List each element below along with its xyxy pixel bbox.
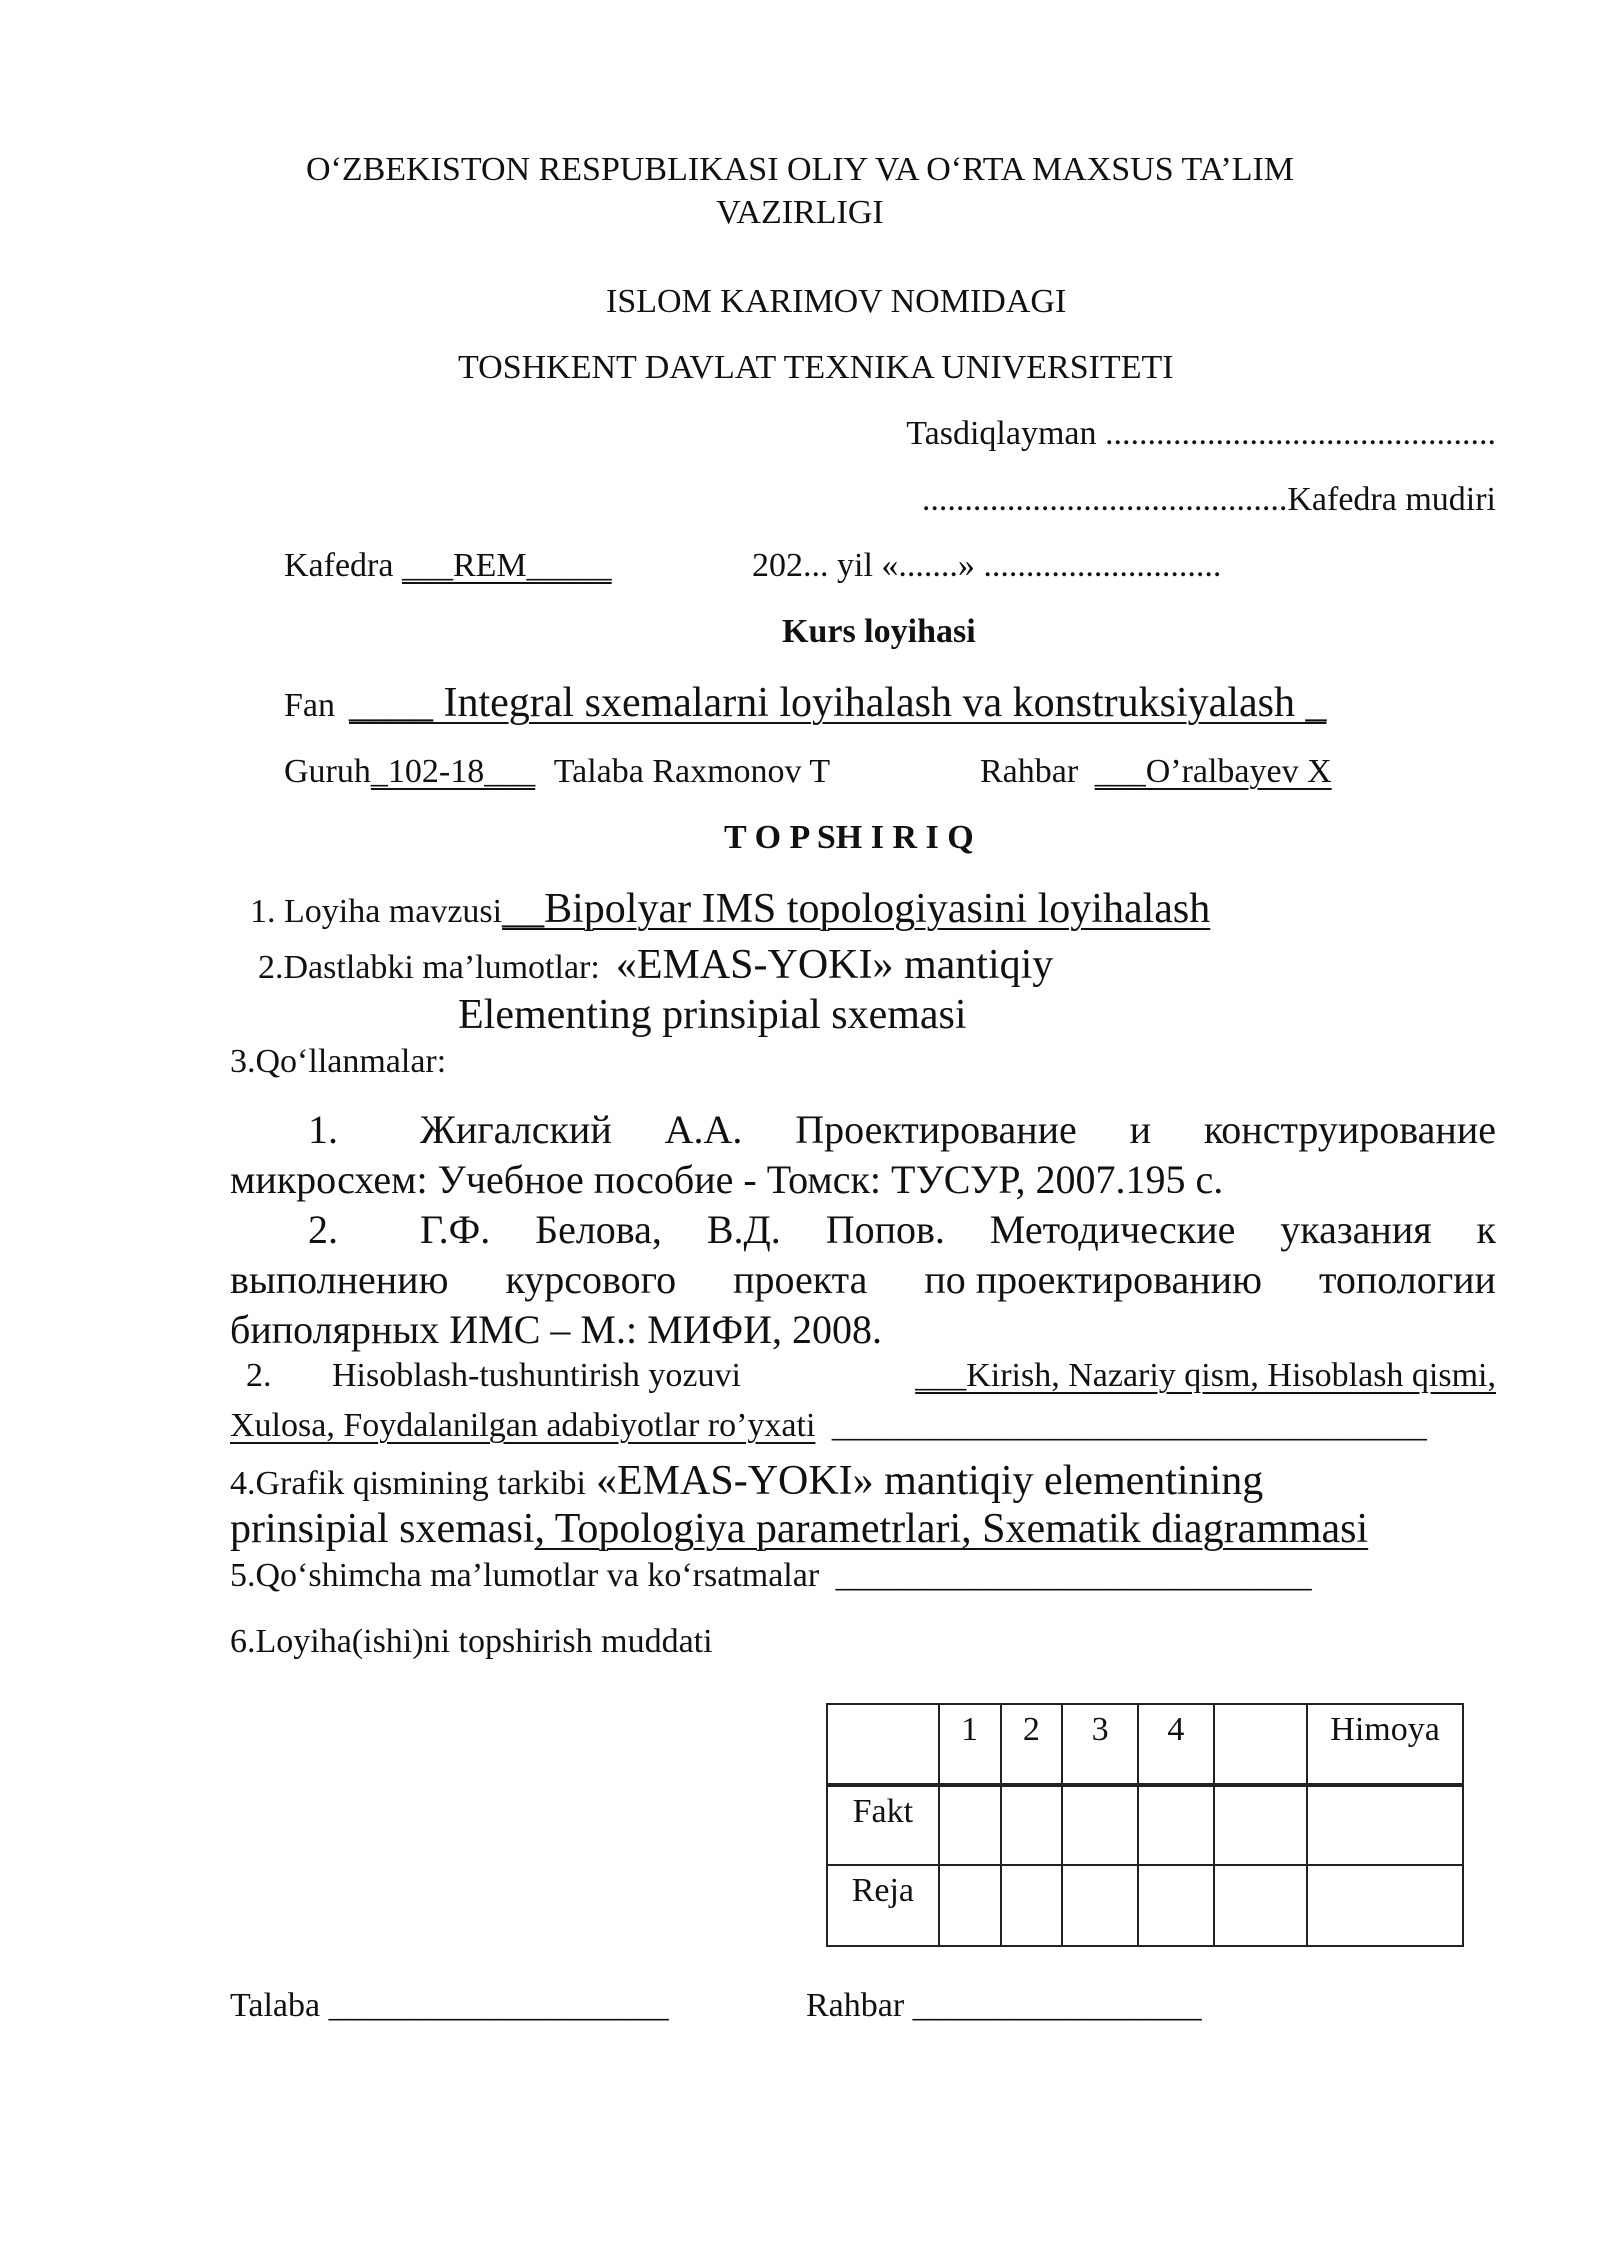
schedule-header-cell: 4 [1138,1704,1214,1785]
item-1-label: 1. Loyiha mavzusi [250,893,503,930]
schedule-header-cell [1214,1704,1307,1785]
item-hisoblash [246,1356,1496,1397]
signature-rahbar: Rahbar _________________ [806,1987,1202,2024]
item-grafik-value: «EMAS-YOKI» mantiqiy elementining [596,1458,1264,1504]
reference-word: Попов. [825,1207,945,1252]
university-line2: TOSHKENT DAVLAT TEXNIKA UNIVERSITETI [458,349,1174,386]
schedule-header-cell [827,1704,939,1785]
item-3-label: 3.Qo‘llanmalar: [230,1043,447,1080]
ministry-title-line2: VAZIRLIGI [716,194,884,231]
schedule-cell [939,1785,1001,1866]
fan-value: ____ Integral sxemalarni loyihalash va konstruksiyalash _ [349,680,1327,726]
item-hisoblash-value-cont: Xulosa, Foydalanilgan adabiyotlar ro’yxati [230,1407,816,1444]
reference-word: выполнению [230,1257,449,1302]
reference-1-line1 [230,1106,1496,1154]
fan-label: Fan [284,687,335,724]
schedule-row-label: Reja [827,1865,939,1946]
item-hisoblash-cont [230,1406,1427,1447]
reference-word: Г.Ф. [420,1207,491,1252]
item-muddati-label: 6.Loyiha(ishi)ni topshirish muddati [230,1623,713,1660]
rahbar-label: Rahbar [980,753,1079,790]
item-qoshimcha [230,1556,1312,1597]
rahbar-value: ___O’ralbayev X [1094,753,1332,790]
item-2-value: «EMAS-YOKI» mantiqiy [615,942,1054,988]
schedule-cell [1214,1785,1307,1866]
item-1 [250,884,1210,934]
item-grafik [230,1456,1263,1506]
approval-line1: Tasdiqlayman .............................................. [906,415,1496,452]
reference-word: курсового [505,1257,677,1302]
item-grafik-value-b: , Topologiya parametrlari, Sxematik diagrammasi [534,1506,1369,1552]
schedule-cell [1001,1865,1063,1946]
item-2 [258,940,1053,990]
reference-word: топологии [1318,1257,1496,1302]
reference-2-words [420,1206,1496,1254]
document-title: Kurs loyihasi [782,613,976,650]
schedule-cell [1307,1785,1463,1866]
item-grafik-value-a: prinsipial sxemasi [230,1506,535,1552]
kafedra-row [284,546,612,587]
schedule-header-cell: 3 [1062,1704,1138,1785]
reference-word: Жигалский [420,1107,612,1152]
guruh-value: _102-18___ [370,753,536,790]
ministry-title-line1: O‘ZBEKISTON RESPUBLIKASI OLIY VA O‘RTA MAXSUS TA’LIM [305,151,1295,188]
item-hisoblash-number: 2. [246,1357,272,1394]
approval-line2: ...........................................Kafedra mudiri [921,481,1496,518]
reference-2-line2 [230,1256,1496,1304]
university-line1: ISLOM KARIMOV NOMIDAGI [606,283,1067,320]
item-qoshimcha-blank: ____________________________ [835,1557,1312,1594]
reference-1-words [420,1106,1496,1154]
schedule-header-cell: 2 [1001,1704,1063,1785]
rahbar-row [980,752,1332,793]
schedule-row-reja [827,1865,1463,1946]
guruh-row [284,752,830,793]
reference-word: по проектированию [924,1257,1262,1302]
reference-word: Проектирование [795,1107,1077,1152]
schedule-header-cell: Himoya [1307,1704,1463,1785]
reference-2-line1 [230,1206,1496,1254]
schedule-row-label: Fakt [827,1785,939,1866]
reference-word: В.Д. [706,1207,781,1252]
item-grafik-label: 4.Grafik qismining tarkibi [230,1465,587,1502]
schedule-cell [1001,1785,1063,1866]
schedule-header-cell: 1 [939,1704,1001,1785]
reference-word: к [1476,1207,1496,1252]
item-qoshimcha-label: 5.Qo‘shimcha ma’lumotlar va ko‘rsatmalar [230,1557,820,1594]
item-grafik-cont [230,1504,1368,1554]
reference-word: и [1129,1107,1152,1152]
guruh-label: Guruh [284,753,371,790]
kafedra-value: ___REM_____ [401,547,612,584]
fan-row [284,678,1326,728]
item-1-value: __Bipolyar IMS topologiyasini loyihalash [502,886,1211,932]
item-2-label: 2.Dastlabki ma’lumotlar: [258,949,600,986]
schedule-cell [939,1865,1001,1946]
schedule-cell [1062,1865,1138,1946]
reference-word: указания [1280,1207,1432,1252]
reference-word: А.А. [664,1107,743,1152]
reference-2-number: 2. [308,1207,338,1252]
kafedra-date: 202... yil «.......» ............................ [752,547,1222,584]
schedule-cell [1307,1865,1463,1946]
reference-1-line2: микросхем: Учебное пособие - Томск: ТУСУР, 2007.195 с. [230,1157,1224,1202]
schedule-table [826,1703,1464,1947]
talaba-name: Talaba Raxmonov T [553,753,831,790]
reference-2-line3: биполярных ИМС – М.: МИФИ, 2008. [230,1307,883,1352]
schedule-cell [1138,1865,1214,1946]
signature-talaba: Talaba ____________________ [230,1987,669,2024]
reference-word: Методические [989,1207,1236,1252]
reference-1-number: 1. [308,1107,338,1152]
schedule-row-fakt [827,1785,1463,1866]
item-hisoblash-blank: ___________________________________ [831,1407,1427,1444]
reference-word: проекта [733,1257,868,1302]
reference-word: конструирование [1203,1107,1496,1152]
schedule-header-row [827,1704,1463,1785]
schedule-cell [1138,1785,1214,1866]
item-hisoblash-label: Hisoblash-tushuntirish yozuvi [332,1357,741,1394]
schedule-cell [1062,1785,1138,1866]
item-hisoblash-value: ___Kirish, Nazariy qism, Hisoblash qismi, [915,1357,1496,1394]
schedule-cell [1214,1865,1307,1946]
kafedra-label: Kafedra [284,547,394,584]
reference-word: Белова, [535,1207,662,1252]
item-2-value-cont: Elementing prinsipial sxemasi [458,992,967,1038]
topshiriq-title: T O P SH I R I Q [724,819,974,856]
